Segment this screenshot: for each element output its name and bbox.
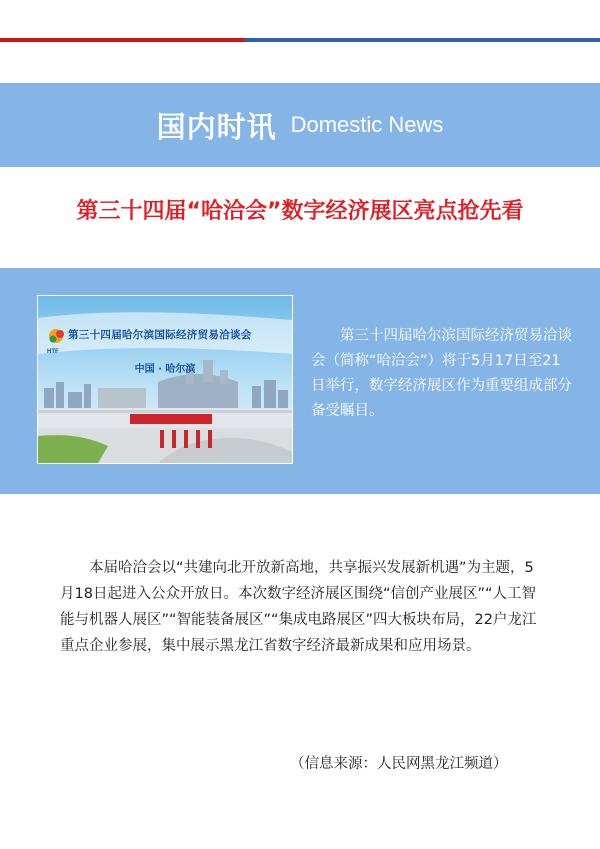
section-title-zh: 国内时讯 bbox=[156, 109, 277, 144]
section-title bbox=[0, 83, 600, 167]
article-body: 本届哈洽会以“共建向北开放新高地，共享振兴发展新机遇”为主题，5月18日起进入公众开放日。本次数字经济展区围绕“信创产业展区”“人工智能与机器人展区”“智能装备展区”“集成电路展区”四大板块布局，22户龙江重点企业参展，集中展示黑龙江省数字经济最新成果和应用场景。 bbox=[60, 560, 537, 654]
expo-photo bbox=[37, 295, 293, 464]
expo-city-text: 中国 · 哈尔滨 bbox=[134, 364, 196, 375]
top-accent-bar bbox=[0, 38, 600, 42]
section-title-en: Domestic News bbox=[290, 112, 444, 137]
top-accent-blue bbox=[245, 38, 600, 42]
article-headline: 第三十四届“哈洽会”数字经济展区亮点抢先看 bbox=[76, 199, 524, 224]
feature-band bbox=[0, 268, 600, 494]
article-intro: 第三十四届哈尔滨国际经济贸易洽谈会（简称“哈洽会”）将于5月17日至21日举行，数字经济展区作为重要组成部分备受瞩目。 bbox=[311, 328, 572, 419]
top-accent-red bbox=[0, 38, 245, 42]
expo-banner-text: 第三十四届哈尔滨国际经济贸易洽谈会 bbox=[68, 329, 252, 341]
section-header-band bbox=[0, 83, 600, 167]
expo-logo-text: HTF bbox=[47, 349, 59, 355]
expo-photo-illustration bbox=[38, 296, 292, 463]
article-source: （信息来源：人民网黑龙江频道） bbox=[290, 756, 508, 772]
